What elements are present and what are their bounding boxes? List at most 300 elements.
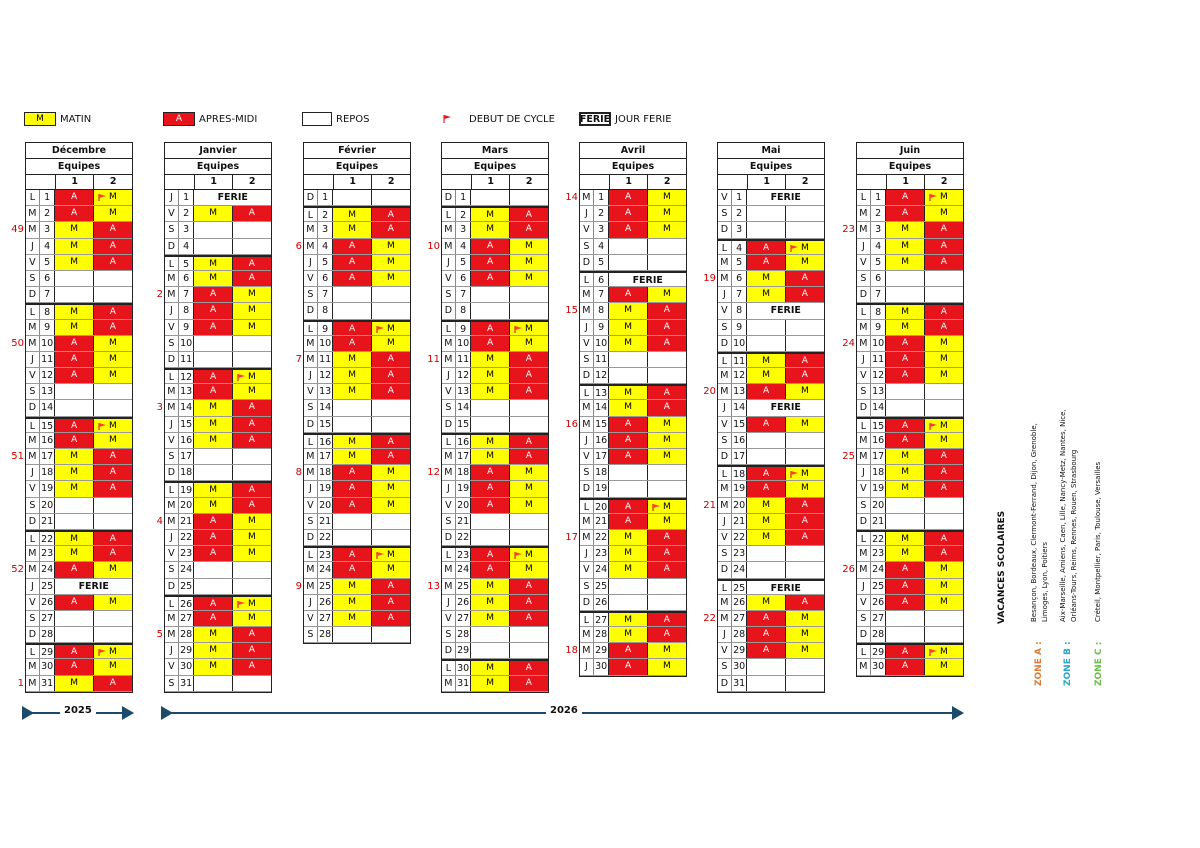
day-number: 11 xyxy=(871,352,887,367)
weekday: D xyxy=(580,255,594,270)
day-number: 14 xyxy=(318,400,334,415)
team2-shift: M xyxy=(510,336,548,351)
team2-shift: A xyxy=(510,208,548,221)
day-row xyxy=(304,481,410,497)
day-row xyxy=(165,384,271,400)
day-row xyxy=(165,320,271,336)
team1-shift xyxy=(55,514,93,529)
weekday: V xyxy=(718,417,732,432)
team2-shift: M xyxy=(372,239,410,254)
day-number: 17 xyxy=(594,449,610,464)
week-number: 8 xyxy=(295,467,302,479)
team-header: 1 2 xyxy=(580,175,686,190)
month-title: Décembre xyxy=(26,143,132,159)
day-number: 16 xyxy=(318,435,334,448)
day-row xyxy=(565,303,686,319)
team2-shift: A xyxy=(925,481,963,496)
legend-apres xyxy=(163,110,257,128)
team1-shift: M xyxy=(55,305,93,318)
day-number: 19 xyxy=(871,481,887,496)
team2-shift: M xyxy=(94,190,132,205)
weekday: D xyxy=(26,627,40,642)
team1-shift: M xyxy=(194,400,232,415)
team2-shift: M xyxy=(233,546,271,561)
day-row xyxy=(442,336,548,352)
day-number: 14 xyxy=(732,400,748,415)
weekday: D xyxy=(857,400,871,415)
weekday: J xyxy=(165,530,179,545)
weekday: J xyxy=(26,579,40,594)
weekday: S xyxy=(580,352,594,367)
day-number: 19 xyxy=(594,481,610,496)
team1-shift: A xyxy=(471,562,509,577)
weekday: M xyxy=(718,255,732,270)
day-row xyxy=(857,530,963,546)
weekday: V xyxy=(26,255,40,270)
day-number: 10 xyxy=(40,336,56,351)
day-number: 21 xyxy=(40,514,56,529)
team2-shift: M xyxy=(233,370,271,383)
team1-shift xyxy=(55,627,93,642)
day-row xyxy=(718,627,824,643)
day-row xyxy=(26,287,132,303)
team2-shift: M xyxy=(233,611,271,626)
day-number: 5 xyxy=(40,255,56,270)
day-row xyxy=(718,676,824,692)
day-number: 30 xyxy=(871,659,887,674)
team1-shift: M xyxy=(333,449,371,464)
day-number: 30 xyxy=(40,659,56,674)
day-row xyxy=(442,611,548,627)
day-number: 26 xyxy=(179,597,195,610)
team1-shift: M xyxy=(747,514,785,529)
day-row xyxy=(842,562,963,578)
team1-shift: A xyxy=(333,239,371,254)
weekday: M xyxy=(718,481,732,496)
team2-shift: M xyxy=(233,384,271,399)
week-number: 10 xyxy=(427,240,440,252)
weekday: V xyxy=(304,611,318,626)
day-number: 8 xyxy=(179,303,195,318)
legend-repos-swatch xyxy=(302,112,332,126)
weekday: M xyxy=(857,659,871,674)
team1-shift: A xyxy=(333,271,371,286)
team1-shift xyxy=(471,417,509,432)
day-row xyxy=(703,611,824,627)
team2-shift: A xyxy=(510,595,548,610)
weekday: L xyxy=(857,190,871,205)
team1-shift xyxy=(333,303,371,318)
weekday: D xyxy=(442,643,456,658)
day-number: 6 xyxy=(871,271,887,286)
day-row xyxy=(304,595,410,611)
team2-shift: A xyxy=(94,546,132,561)
team2-shift: A xyxy=(233,417,271,432)
day-number: 8 xyxy=(732,303,748,318)
day-number: 7 xyxy=(179,287,195,302)
team1-shift xyxy=(747,206,785,221)
month-6 xyxy=(842,142,964,677)
weekday: M xyxy=(165,400,179,415)
team2-shift: A xyxy=(372,208,410,221)
day-number: 25 xyxy=(40,579,56,594)
day-number: 27 xyxy=(318,611,334,626)
day-row xyxy=(26,303,132,319)
weekday: M xyxy=(26,546,40,561)
day-row xyxy=(565,417,686,433)
weekday: S xyxy=(580,465,594,480)
team-header: 1 2 xyxy=(857,175,963,190)
day-number: 22 xyxy=(456,530,472,545)
team2-shift: M xyxy=(648,222,686,237)
day-row xyxy=(442,676,548,692)
day-number: 9 xyxy=(318,322,334,335)
team2-shift: A xyxy=(648,546,686,561)
team2-shift: M xyxy=(786,384,824,399)
weekday: M xyxy=(442,579,456,594)
team1-shift xyxy=(471,643,509,658)
team2-shift: A xyxy=(925,222,963,237)
day-number: 5 xyxy=(732,255,748,270)
team2-shift xyxy=(94,400,132,415)
team2-shift: A xyxy=(786,498,824,513)
day-row xyxy=(26,611,132,627)
day-row xyxy=(857,643,963,659)
day-number: 21 xyxy=(456,514,472,529)
day-number: 1 xyxy=(456,190,472,205)
team2-shift: M xyxy=(925,368,963,383)
weekday: V xyxy=(580,562,594,577)
team2-shift xyxy=(925,271,963,286)
day-row xyxy=(165,255,271,271)
day-number: 26 xyxy=(871,595,887,610)
day-row xyxy=(857,659,963,675)
day-number: 9 xyxy=(179,320,195,335)
day-number: 7 xyxy=(732,287,748,302)
team2-shift xyxy=(648,352,686,367)
team2-shift xyxy=(372,530,410,545)
team1-shift: M xyxy=(471,595,509,610)
weekday: L xyxy=(580,613,594,626)
day-row xyxy=(165,449,271,465)
week-number: 18 xyxy=(565,645,578,657)
team1-shift: A xyxy=(333,465,371,480)
team2-shift: M xyxy=(233,597,271,610)
day-row xyxy=(718,400,824,416)
day-number: 6 xyxy=(594,273,610,286)
day-row xyxy=(718,433,824,449)
weekday: M xyxy=(304,336,318,351)
day-number: 17 xyxy=(732,449,748,464)
weekday: L xyxy=(26,190,40,205)
day-number: 2 xyxy=(456,208,472,221)
day-row xyxy=(26,271,132,287)
weekday: M xyxy=(165,498,179,513)
team1-shift: A xyxy=(886,336,924,351)
weekday: V xyxy=(580,449,594,464)
team1-shift: M xyxy=(886,449,924,464)
legend-apres-swatch: A xyxy=(163,112,195,126)
day-number: 11 xyxy=(40,352,56,367)
team2-shift: A xyxy=(233,433,271,448)
week-number: 15 xyxy=(565,305,578,317)
day-number: 18 xyxy=(871,465,887,480)
day-number: 24 xyxy=(40,562,56,577)
day-row xyxy=(857,627,963,643)
team2-shift: A xyxy=(510,352,548,367)
day-row xyxy=(304,303,410,319)
vacances-title: VACANCES SCOLAIRES xyxy=(997,510,1007,624)
day-row xyxy=(718,287,824,303)
team2-shift: A xyxy=(648,613,686,626)
day-row xyxy=(718,530,824,546)
day-number: 26 xyxy=(318,595,334,610)
day-number: 29 xyxy=(594,643,610,658)
day-row xyxy=(718,465,824,481)
weekday: V xyxy=(718,190,732,205)
weekday: D xyxy=(442,190,456,205)
weekday: M xyxy=(580,190,594,205)
team1-shift xyxy=(194,449,232,464)
team2-shift xyxy=(925,384,963,399)
weekday: V xyxy=(442,271,456,286)
team2-shift: A xyxy=(510,611,548,626)
team2-shift: M xyxy=(925,659,963,674)
day-number: 24 xyxy=(179,562,195,577)
weekday: M xyxy=(442,465,456,480)
day-number: 11 xyxy=(179,352,195,367)
weekday: J xyxy=(165,417,179,432)
legend-ferie-swatch: FERIE xyxy=(579,113,611,125)
day-number: 22 xyxy=(40,532,56,545)
day-number: 2 xyxy=(40,206,56,221)
team2-shift: A xyxy=(648,303,686,318)
day-row xyxy=(304,320,410,336)
team2-shift: M xyxy=(372,498,410,513)
day-number: 12 xyxy=(318,368,334,383)
day-number: 20 xyxy=(456,498,472,513)
weekday: S xyxy=(442,627,456,642)
team2-shift: M xyxy=(94,206,132,221)
weekday: M xyxy=(718,271,732,286)
team2-shift: A xyxy=(372,222,410,237)
weekday: M xyxy=(580,287,594,302)
team1-shift: A xyxy=(471,481,509,496)
day-number: 31 xyxy=(456,676,472,691)
day-row xyxy=(11,449,132,465)
weekday: M xyxy=(165,384,179,399)
day-row xyxy=(718,595,824,611)
team1-shift: A xyxy=(609,500,647,513)
day-number: 30 xyxy=(456,661,472,674)
team1-shift: M xyxy=(471,661,509,674)
day-number: 11 xyxy=(456,352,472,367)
day-number: 20 xyxy=(179,498,195,513)
day-row xyxy=(842,336,963,352)
weekday: J xyxy=(26,352,40,367)
team2-shift xyxy=(648,239,686,254)
weekday: J xyxy=(857,465,871,480)
week-number: 52 xyxy=(11,564,24,576)
day-row xyxy=(580,514,686,530)
day-number: 1 xyxy=(318,190,334,205)
day-number: 3 xyxy=(179,222,195,237)
team2-shift: A xyxy=(372,435,410,448)
weekday: D xyxy=(165,352,179,367)
weekday: S xyxy=(26,384,40,399)
team1-shift: M xyxy=(747,498,785,513)
team2-shift: M xyxy=(372,322,410,335)
day-row xyxy=(26,530,132,546)
team2-shift: M xyxy=(648,206,686,221)
weekday: S xyxy=(718,546,732,561)
day-number: 24 xyxy=(732,562,748,577)
day-row xyxy=(304,611,410,627)
team1-shift xyxy=(55,498,93,513)
equipes-header: Equipes xyxy=(442,159,548,175)
team2-shift: M xyxy=(94,659,132,674)
day-number: 7 xyxy=(40,287,56,302)
team1-shift: A xyxy=(55,433,93,448)
day-number: 4 xyxy=(594,239,610,254)
team2-shift xyxy=(510,400,548,415)
day-row xyxy=(427,465,548,481)
team1-shift: A xyxy=(747,417,785,432)
weekday: J xyxy=(718,287,732,302)
team2-shift: M xyxy=(786,643,824,658)
team1-shift: A xyxy=(609,222,647,237)
day-row xyxy=(165,498,271,514)
day-row xyxy=(26,255,132,271)
flag-icon xyxy=(514,552,522,559)
team2-shift xyxy=(648,481,686,496)
day-number: 3 xyxy=(456,222,472,237)
flag-icon xyxy=(790,245,798,252)
team2-shift: M xyxy=(510,239,548,254)
team1-shift: M xyxy=(747,368,785,383)
day-row xyxy=(156,627,271,643)
weekday: J xyxy=(718,514,732,529)
day-number: 16 xyxy=(594,433,610,448)
day-number: 1 xyxy=(594,190,610,205)
team1-shift: M xyxy=(471,368,509,383)
week-number: 3 xyxy=(156,402,163,414)
team1-shift: A xyxy=(471,322,509,335)
team2-shift: A xyxy=(94,449,132,464)
team2-shift: A xyxy=(94,305,132,318)
day-row xyxy=(165,595,271,611)
week-number: 13 xyxy=(427,580,440,592)
day-number: 9 xyxy=(594,320,610,335)
team1-shift: A xyxy=(886,352,924,367)
weekday: J xyxy=(718,627,732,642)
team2-shift: M xyxy=(925,419,963,432)
team2-shift: M xyxy=(925,645,963,658)
weekday: M xyxy=(26,336,40,351)
day-row xyxy=(26,417,132,433)
team1-shift: M xyxy=(886,481,924,496)
team1-shift: M xyxy=(886,546,924,561)
team1-shift: M xyxy=(609,320,647,335)
weekday: M xyxy=(26,449,40,464)
team1-shift: A xyxy=(886,368,924,383)
day-number: 27 xyxy=(732,611,748,626)
day-number: 21 xyxy=(732,514,748,529)
weekday: V xyxy=(580,222,594,237)
day-number: 15 xyxy=(318,417,334,432)
weekday: L xyxy=(857,532,871,545)
day-number: 26 xyxy=(732,595,748,610)
day-number: 26 xyxy=(456,595,472,610)
team2-shift: A xyxy=(786,514,824,529)
team1-shift: A xyxy=(886,645,924,658)
day-row xyxy=(156,514,271,530)
day-number: 19 xyxy=(456,481,472,496)
team1-shift xyxy=(194,562,232,577)
day-number: 9 xyxy=(732,320,748,335)
day-row xyxy=(857,352,963,368)
weekday: V xyxy=(718,530,732,545)
day-number: 10 xyxy=(179,336,195,351)
day-row xyxy=(295,465,410,481)
month-title: Juin xyxy=(857,143,963,159)
weekday: M xyxy=(165,514,179,529)
day-number: 5 xyxy=(871,255,887,270)
team2-shift: A xyxy=(94,532,132,545)
weekday: L xyxy=(165,483,179,496)
team2-shift: M xyxy=(233,530,271,545)
day-row xyxy=(565,643,686,659)
team2-shift: A xyxy=(648,627,686,642)
weekday: S xyxy=(442,514,456,529)
weekday: S xyxy=(857,384,871,399)
weekday: M xyxy=(580,417,594,432)
team1-shift: A xyxy=(333,548,371,561)
week-number: 12 xyxy=(427,467,440,479)
day-number: 8 xyxy=(318,303,334,318)
team2-shift: A xyxy=(510,449,548,464)
day-row xyxy=(165,271,271,287)
team1-shift xyxy=(886,498,924,513)
weekday: J xyxy=(165,190,179,205)
team1-shift: M xyxy=(747,354,785,367)
day-row xyxy=(427,352,548,368)
weekday: D xyxy=(165,239,179,254)
weekday: M xyxy=(580,514,594,529)
team2-shift: A xyxy=(786,271,824,286)
weekday: S xyxy=(718,433,732,448)
team1-shift xyxy=(609,255,647,270)
day-row xyxy=(26,352,132,368)
team2-shift: M xyxy=(925,206,963,221)
team1-shift xyxy=(609,352,647,367)
zoneA-cities-1: Besançon, Bordeaux, Clermont-Ferrand, Dijon, Grenoble, xyxy=(1030,423,1038,622)
weekday: J xyxy=(857,352,871,367)
ferie-cell: FERIE xyxy=(770,402,801,414)
team1-shift xyxy=(747,546,785,561)
ferie-cell: FERIE xyxy=(770,305,801,317)
zoneB-cities-2: Orléans-Tours, Reims, Rennes, Rouen, Strasbourg xyxy=(1070,449,1078,622)
day-row xyxy=(26,595,132,611)
weekday: S xyxy=(442,400,456,415)
team1-shift: M xyxy=(609,613,647,626)
day-row xyxy=(580,481,686,497)
team2-shift: M xyxy=(925,433,963,448)
equipes-header: Equipes xyxy=(26,159,132,175)
team2-shift: A xyxy=(94,481,132,496)
team1-shift: M xyxy=(886,465,924,480)
day-row xyxy=(442,433,548,449)
